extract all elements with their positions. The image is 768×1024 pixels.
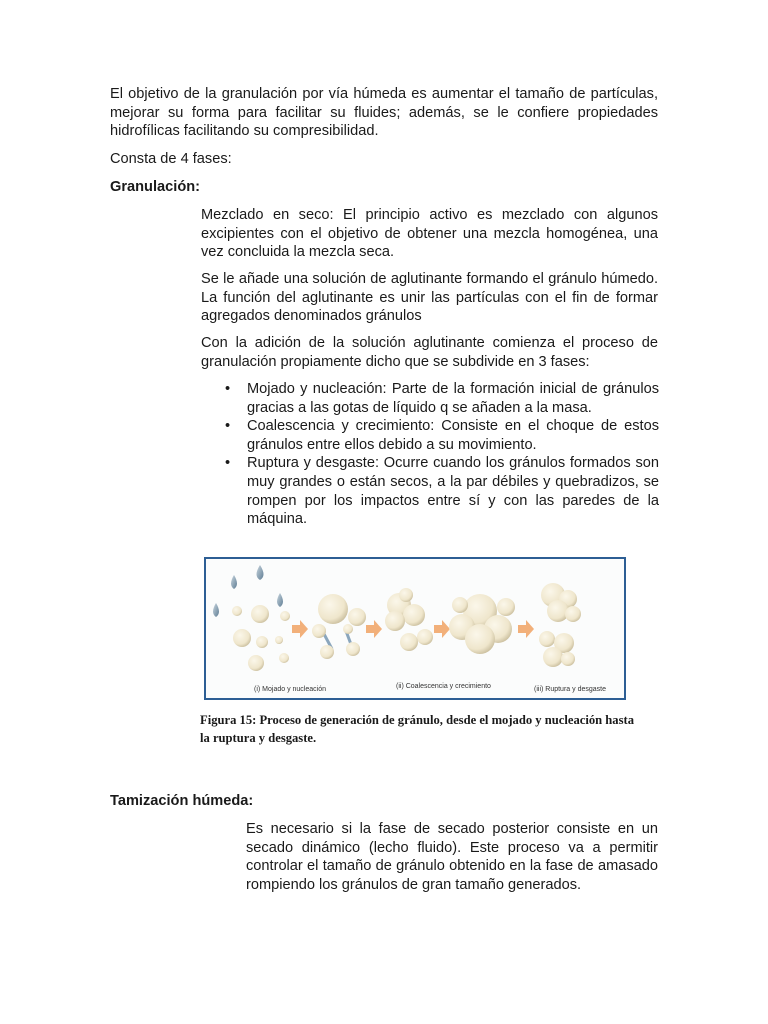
figure-caption: Figura 15: Proceso de generación de gránulo, desde el mojado y nucleación hasta la ruptura y desgaste. xyxy=(200,713,634,745)
list-item-text: Coalescencia y crecimiento: Consiste en el choque de estos gránulos entre ellos debido a su movimiento. xyxy=(247,418,659,453)
granulation-diagram xyxy=(206,559,624,698)
heading-granulacion: Granulación: xyxy=(110,179,201,195)
paragraph-tamizacion: Es necesario si la fase de secado posterior consiste en un secado dinámico (lecho fluido). Este proceso va a permitir controlar el tamaño de gránulo obtenido en la fase de amasado rompiendo los gránulos de gran tamaño generados. xyxy=(246,821,658,893)
bullet-icon: • xyxy=(225,381,231,397)
stage-coalescence xyxy=(385,588,433,651)
arrow-icon xyxy=(366,620,382,638)
drop-icon xyxy=(257,565,264,580)
list-item xyxy=(219,380,659,417)
stage-nucleation xyxy=(312,594,366,659)
bullet-icon: • xyxy=(225,418,231,435)
granulation-figure xyxy=(204,557,626,700)
phases-intro: Consta de 4 fases: xyxy=(110,151,232,167)
bullet-icon: • xyxy=(225,455,231,472)
label-mojado: (i) Mojado y nucleación xyxy=(254,686,326,693)
phase-list xyxy=(219,380,659,529)
stage-breakage xyxy=(539,583,581,667)
drop-icon xyxy=(213,603,219,617)
arrow-icon xyxy=(434,620,450,638)
stage-growth xyxy=(449,594,515,654)
list-item-text: Mojado y nucleación: Parte de la formación inicial de gránulos gracias a las gotas de líquido q se añaden a la masa. xyxy=(247,381,659,416)
arrow-icon xyxy=(518,620,534,638)
intro-paragraph: El objetivo de la granulación por vía húmeda es aumentar el tamaño de partículas, mejorar su forma para facilitar su fluides; además, se le confiere propiedades hidrofílicas facilitando su compresibilidad. xyxy=(110,86,658,140)
label-ruptura: (iii) Ruptura y desgaste xyxy=(534,686,606,693)
list-item xyxy=(219,454,659,528)
paragraph-mezclado: Mezclado en seco: El principio activo es mezclado con algunos excipientes con el objetivo de obtener una mezcla homogénea, una vez concluida la mezcla seca. xyxy=(201,207,658,261)
drop-icon xyxy=(277,593,283,607)
label-coalescencia: (ii) Coalescencia y crecimiento xyxy=(396,683,491,690)
drop-icon xyxy=(231,575,237,589)
paragraph-aglutinante: Se le añade una solución de aglutinante formando el gránulo húmedo. La función del aglutinante es unir las partículas con el fin de formar agregados denominados gránulos xyxy=(201,271,658,325)
arrow-icon xyxy=(292,620,308,638)
paragraph-adicion: Con la adición de la solución aglutinante comienza el proceso de granulación propiamente dicho que se subdivide en 3 fases: xyxy=(201,335,658,370)
heading-tamizacion: Tamización húmeda: xyxy=(110,793,254,809)
list-item xyxy=(219,417,659,454)
list-item-text: Ruptura y desgaste: Ocurre cuando los gránulos formados son muy grandes o están secos, a la par débiles y quebradizos, se rompen por los impactos entre sí y con las paredes de la máquina. xyxy=(247,455,659,528)
stage-wetting xyxy=(213,565,290,671)
